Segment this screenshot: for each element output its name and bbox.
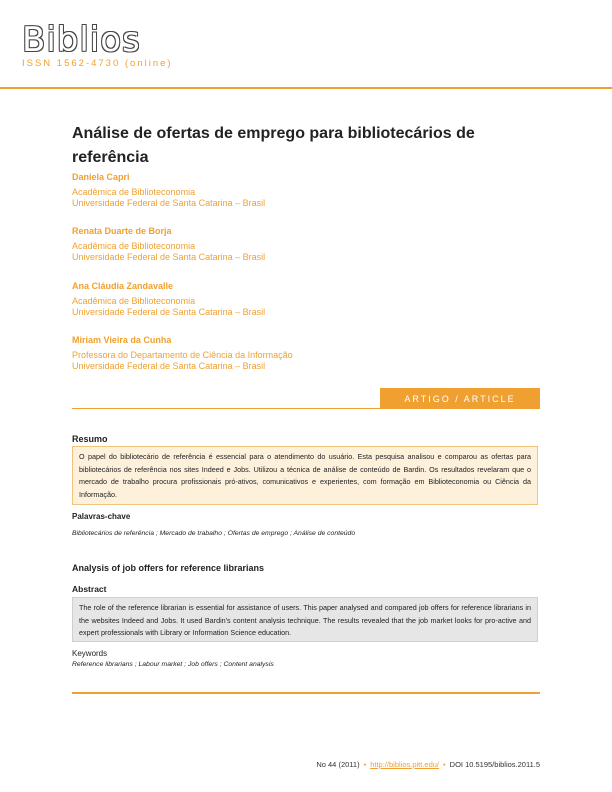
footer-separator: • <box>443 760 446 769</box>
header-divider <box>0 87 612 89</box>
article-title: Análise de ofertas de emprego para bibliotecários de referência <box>72 125 475 166</box>
doi-label: DOI 10.5195/biblios.2011.5 <box>449 760 540 769</box>
palavras-chave-label: Palavras-chave <box>72 512 131 521</box>
author-name: Renata Duarte de Borja <box>72 226 172 236</box>
issue-number: No 44 (2011) <box>316 760 360 769</box>
author-block <box>72 281 452 318</box>
author-name: Miriam Vieira da Cunha <box>72 335 172 345</box>
page-footer <box>316 760 540 769</box>
issn-label: ISSN 1562-4730 (online) <box>22 58 173 69</box>
bottom-divider <box>72 692 540 694</box>
palavras-chave-text: Bibliotecários de referência ; Mercado de trabalho ; Ofertas de emprego ; Análise de conteúdo <box>72 530 356 537</box>
keywords-text: Reference librarians ; Labour market ; Job offers ; Content analysis <box>72 661 274 668</box>
author-affiliation: Universidade Federal de Santa Catarina – Brasil <box>72 361 266 371</box>
journal-logo: Biblios <box>22 20 141 60</box>
resumo-box: O papel do bibliotecário de referência é essencial para o atendimento do usuário. Esta pesquisa analisou e comparou as ofertas para bibliotecários de referência nos sites Indeed e Jobs. Utilizou a técnica de análise de conteúdo de Bardin. Os resultados revelaram que o mercado de trabalho procura profissionais pró-ativos, comunicativos e experientes, com formação em Biblioteconomia ou Ciência da Informação. <box>72 446 538 505</box>
author-affiliation: Universidade Federal de Santa Catarina – Brasil <box>72 307 266 317</box>
author-affiliation: Acadêmica de Biblioteconomia <box>72 296 196 306</box>
article-type-badge: ARTIGO / ARTICLE <box>380 388 540 409</box>
footer-separator: • <box>363 760 367 769</box>
resumo-label: Resumo <box>72 434 108 444</box>
author-affiliation: Universidade Federal de Santa Catarina – Brasil <box>72 252 266 262</box>
author-name: Ana Cláudia Zandavalle <box>72 281 174 291</box>
author-block <box>72 172 452 209</box>
author-name: Daniela Capri <box>72 172 130 182</box>
author-affiliation: Acadêmica de Biblioteconomia <box>72 187 196 197</box>
author-block <box>72 335 452 372</box>
journal-link[interactable]: http://biblios.pitt.edu/ <box>370 760 440 769</box>
abstract-box: The role of the reference librarian is essential for assistance of users. This paper analysed and compared job offers for reference librarians in the websites Indeed and Jobs. It used Bardin's content analysis technique. The results revealed that the job market looks for pro-active and expert professionals with Library or Information Science education. <box>72 597 538 642</box>
author-affiliation: Acadêmica de Biblioteconomia <box>72 241 196 251</box>
english-title: Analysis of job offers for reference librarians <box>72 563 265 573</box>
author-affiliation: Professora do Departamento de Ciência da Informação <box>72 350 293 360</box>
author-block <box>72 226 452 263</box>
abstract-label: Abstract <box>72 584 107 594</box>
keywords-label: Keywords <box>72 649 108 658</box>
author-affiliation: Universidade Federal de Santa Catarina – Brasil <box>72 198 266 208</box>
